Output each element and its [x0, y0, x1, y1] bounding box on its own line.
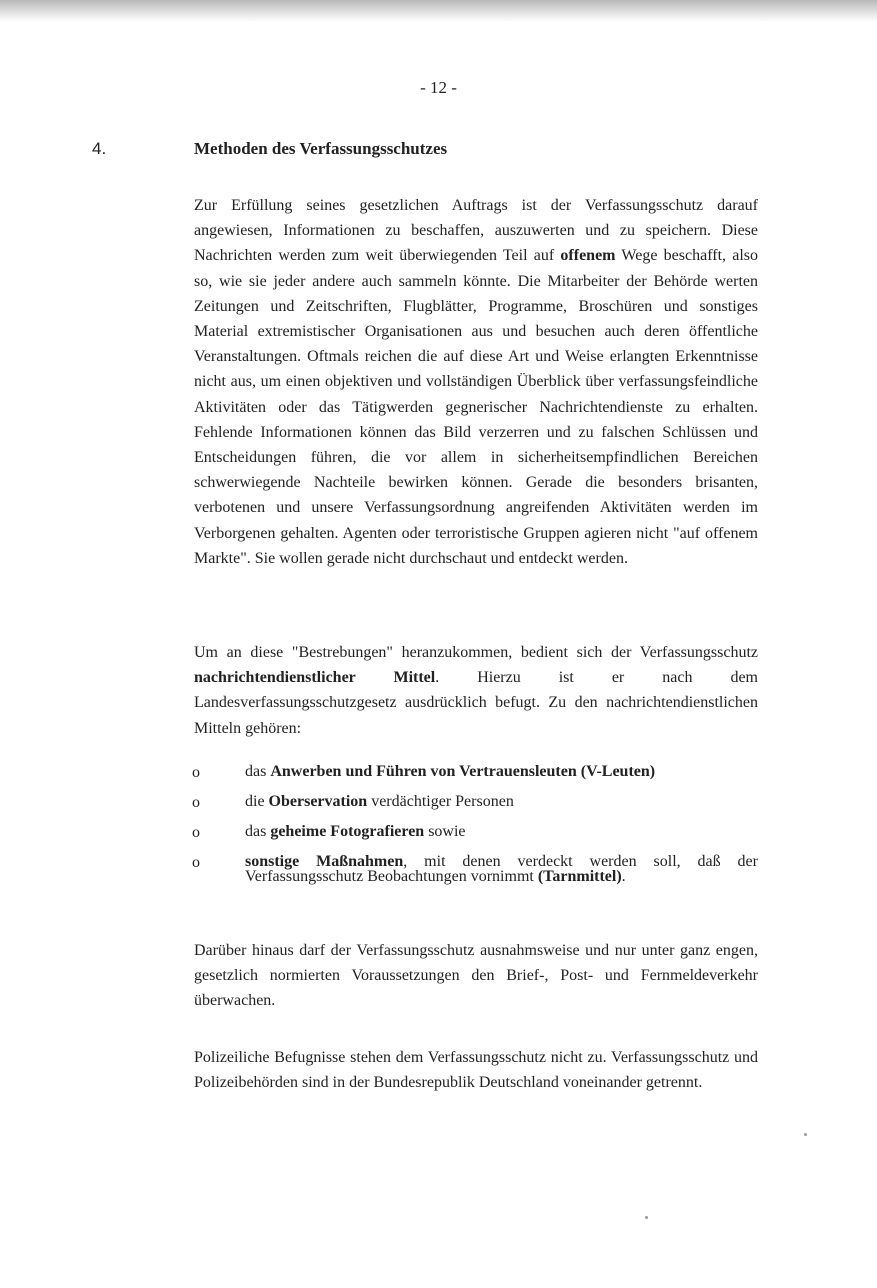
section-title: Methoden des Verfassungsschutzes [194, 139, 448, 158]
paragraph-1-bold: offenem [560, 247, 616, 265]
paragraph-1-text-b: Wege beschafft, also so, wie sie jeder andere auch sammeln könnte. Die Mitarbeiter der Behörde werten Zeitungen und Zeitschriften, Flugblätter, Programme, Broschüren und sonstiges Material extremistischer Organisationen aus und besuchen auch deren öffentliche Veranstaltungen. Oftmals reichen die auf diese Art und Weise erlangten Erkenntnisse nicht aus, um einen objektiven und vollständigen Überblick über verfassungsfeindliche Aktivitäten oder das Tätigwerden gegnerischer Nachrichtendienste zu erhalten. Fehlende Informationen können das Bild verzerren und zu falschen Schlüssen und Entscheidungen führen, die vor allem in sicherheitsempfindlichen Bereichen schwerwiegende Nachteile bewirken können. Gerade die besonders brisanten, verbotenen und unsere Verfassungsordnung angreifenden Aktivitäten werden im Verborgenen gehalten. Agenten oder terroristische Gruppen agieren nicht "auf offenem Markte". Sie wollen gerade nicht durchschaut und entdeckt werden. [194, 247, 758, 567]
list-item [192, 824, 758, 854]
bullet-mark: o [192, 854, 200, 871]
list-item-post: , mit denen verdeckt werden soll, daß der Verfassungsschutz Beobachtungen vornimmt [245, 853, 758, 885]
list-item-text [245, 854, 758, 884]
paragraph-2 [194, 640, 758, 741]
page-number: - 12 - [420, 78, 457, 97]
list-item-bold: Oberservation [268, 793, 368, 810]
list-item [192, 794, 758, 824]
list-item-pre: das [245, 763, 271, 780]
section-number: 4. [92, 139, 107, 158]
paragraph-1-text-a: Zur Erfüllung seines gesetzlichen Auftrags ist der Verfassungsschutz darauf angewiesen, Informationen zu beschaffen, auszuwerten und zu speichern. Diese Nachrichten werden zum weit überwiegenden Teil auf [194, 197, 758, 265]
bullet-mark: o [192, 764, 200, 781]
list-item-text [245, 824, 758, 839]
list-item [192, 854, 758, 894]
scan-speck [804, 1133, 807, 1136]
list-item-bold: Anwerben und Führen von Vertrauensleuten (V-Leuten) [270, 763, 656, 780]
list-item-bold-2: (Tarnmittel) [537, 868, 622, 885]
list-item-post: verdächtiger Personen [367, 793, 514, 810]
paragraph-3: Darüber hinaus darf der Verfassungsschutz ausnahmsweise und nur unter ganz engen, gesetzlich normierten Voraussetzungen den Brief-, Post- und Fernmeldeverkehr überwachen. [194, 942, 758, 1010]
scan-speck [645, 1216, 648, 1219]
paragraph-4: Polizeiliche Befugnisse stehen dem Verfassungsschutz nicht zu. Verfassungsschutz und Polizeibehörden sind in der Bundesrepublik Deutschland voneinander getrennt. [194, 1049, 758, 1092]
list-item-tail: . [621, 868, 626, 885]
list-item [192, 764, 758, 794]
list-item-pre: die [245, 793, 269, 810]
scan-top-shadow [0, 0, 877, 22]
paragraph-2-text-b: . Hierzu ist er nach dem Landesverfassungsschutzgesetz ausdrücklich befugt. Zu den nachrichtendienstlichen Mitteln gehören: [194, 669, 758, 737]
paragraph-2-bold: nachrichtendienstlicher Mittel [194, 669, 436, 687]
bullet-mark: o [192, 794, 200, 811]
paragraph-2-text-a: Um an diese "Bestrebungen" heranzukommen, bedient sich der Verfassungsschutz [194, 644, 758, 661]
bullet-mark: o [192, 824, 200, 841]
list-item-text [245, 794, 758, 809]
paragraph-1 [194, 193, 758, 571]
list-item-pre: das [245, 823, 271, 840]
list-item-text [245, 764, 758, 779]
list-item-bold: geheime Fotografieren [270, 823, 425, 840]
list-item-bold: sonstige Maßnahmen [245, 853, 404, 870]
list-item-post: sowie [424, 823, 466, 840]
means-list [192, 764, 758, 894]
